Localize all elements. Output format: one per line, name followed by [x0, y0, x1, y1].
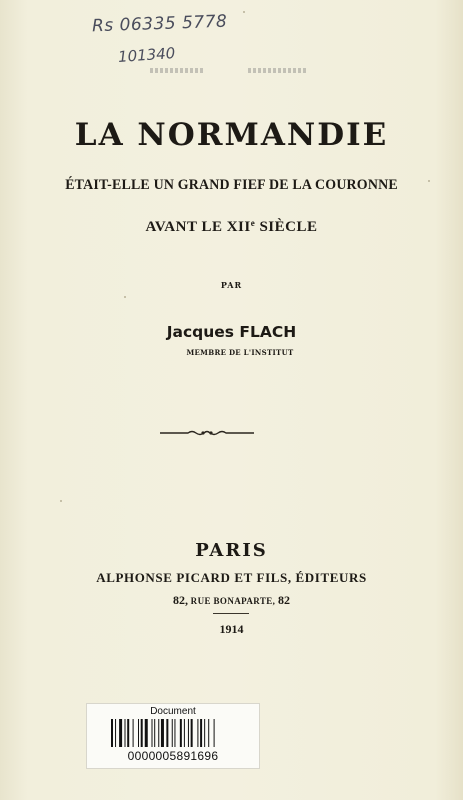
- paper-speck: [428, 180, 430, 182]
- ornament-divider-icon: [158, 428, 256, 438]
- subtitle-superscript: e: [250, 218, 256, 228]
- by-label: PAR: [220, 280, 243, 290]
- subtitle-after: SIÈCLE: [255, 219, 318, 235]
- subtitle-before: AVANT LE XII: [145, 219, 251, 235]
- imprint-publisher: ALPHONSE PICARD ET FILS, ÉDITEURS: [96, 570, 367, 585]
- book-subtitle: ÉTAIT-ELLE UN GRAND FIEF DE LA COURONNE: [65, 177, 398, 193]
- handwritten-number: 101340: [117, 44, 176, 66]
- imprint-address: [0, 593, 463, 608]
- address-number-1: 82,: [173, 593, 189, 607]
- imprint-rule: [213, 613, 249, 614]
- barcode-label: [86, 703, 260, 769]
- book-subtitle-line2: [0, 218, 463, 236]
- barcode-number: 0000005891696: [127, 749, 219, 763]
- address-number-2: 82: [277, 593, 290, 607]
- paper-speck: [124, 296, 126, 298]
- paper-speck: [60, 500, 62, 502]
- faint-stamp-left: [150, 68, 205, 73]
- author-role: MEMBRE DE L'INSTITUT: [186, 348, 294, 357]
- handwritten-shelfmark: Rs 06335 5778: [91, 11, 228, 37]
- barcode-icon: [111, 719, 235, 747]
- paper-speck: [243, 11, 245, 13]
- barcode-heading: Document: [150, 706, 196, 717]
- address-street: RUE BONAPARTE,: [188, 596, 278, 606]
- author-name: Jacques FLACH: [166, 323, 297, 341]
- imprint-city: PARIS: [195, 540, 268, 561]
- book-title: LA NORMANDIE: [74, 117, 389, 153]
- imprint-year: 1914: [219, 622, 244, 636]
- faint-stamp-right: [248, 68, 306, 73]
